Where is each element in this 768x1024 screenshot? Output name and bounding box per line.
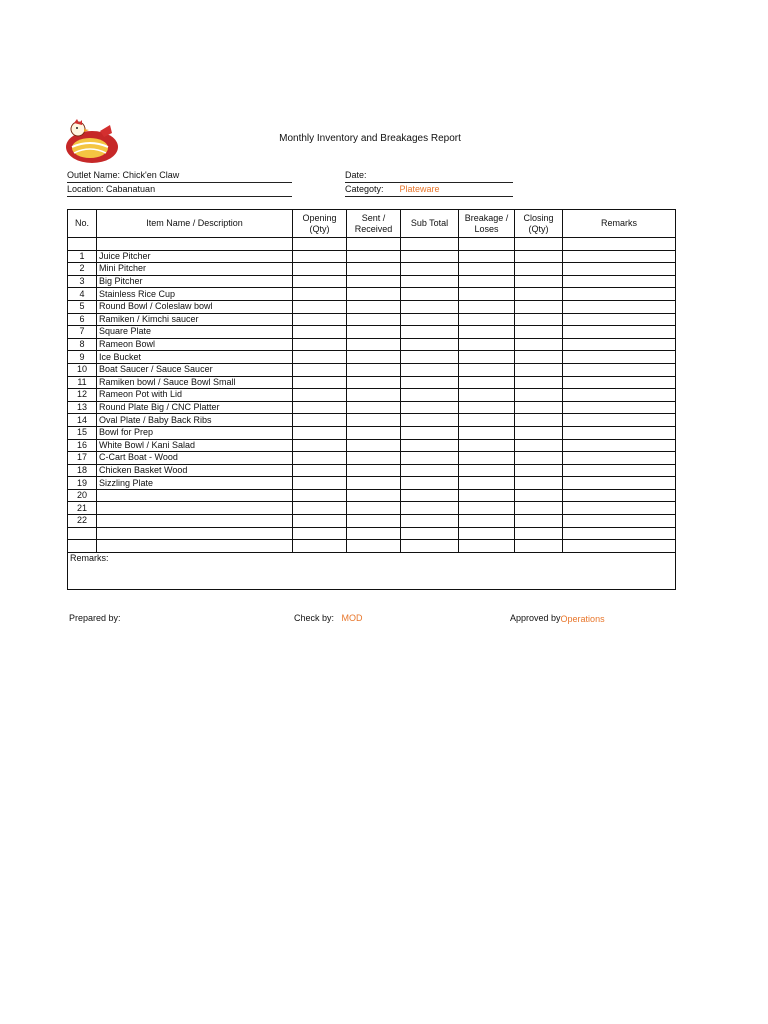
row-sub-total-cell[interactable]	[401, 401, 459, 414]
approved-by	[510, 613, 605, 623]
row-opening-cell[interactable]	[293, 250, 347, 263]
row-opening-cell[interactable]	[293, 540, 347, 553]
row-closing-cell[interactable]	[515, 288, 563, 301]
row-opening-cell[interactable]	[293, 338, 347, 351]
row-breakage-cell[interactable]	[459, 426, 515, 439]
outlet-name-field	[67, 170, 292, 183]
row-sent-received-cell[interactable]	[347, 502, 401, 515]
row-breakage-cell[interactable]	[459, 502, 515, 515]
remarks-label: Remarks:	[70, 552, 109, 563]
row-opening-cell[interactable]	[293, 477, 347, 490]
row-remarks-cell[interactable]	[563, 515, 676, 528]
row-item-name: Sizzling Plate	[97, 477, 293, 490]
table-row	[68, 263, 676, 276]
row-closing-cell[interactable]	[515, 376, 563, 389]
header-no: No.	[68, 210, 97, 238]
row-sent-received-cell[interactable]	[347, 389, 401, 402]
row-sub-total-cell[interactable]	[401, 376, 459, 389]
row-number	[68, 238, 97, 251]
table-row	[68, 363, 676, 376]
row-item-name	[97, 540, 293, 553]
row-breakage-cell[interactable]	[459, 363, 515, 376]
row-breakage-cell[interactable]	[459, 389, 515, 402]
row-item-name: Round Bowl / Coleslaw bowl	[97, 300, 293, 313]
date-label: Date:	[345, 170, 367, 180]
row-number: 11	[68, 376, 97, 389]
approved-by-label: Approved by	[510, 613, 561, 623]
row-number	[68, 540, 97, 553]
row-opening-cell[interactable]	[293, 275, 347, 288]
row-sub-total-cell[interactable]	[401, 338, 459, 351]
row-remarks-cell[interactable]	[563, 263, 676, 276]
prepared-by	[69, 613, 121, 623]
row-sent-received-cell[interactable]	[347, 263, 401, 276]
date-field	[345, 170, 513, 183]
row-opening-cell[interactable]	[293, 288, 347, 301]
remarks-row	[68, 552, 676, 589]
row-number: 7	[68, 326, 97, 339]
row-item-name: Boat Saucer / Sauce Saucer	[97, 363, 293, 376]
row-item-name: White Bowl / Kani Salad	[97, 439, 293, 452]
row-remarks-cell[interactable]	[563, 376, 676, 389]
row-sub-total-cell[interactable]	[401, 489, 459, 502]
row-remarks-cell[interactable]	[563, 426, 676, 439]
row-opening-cell[interactable]	[293, 527, 347, 540]
remarks-cell	[68, 552, 676, 589]
row-number: 9	[68, 351, 97, 364]
row-breakage-cell[interactable]	[459, 288, 515, 301]
row-sub-total-cell[interactable]	[401, 527, 459, 540]
row-sub-total-cell[interactable]	[401, 439, 459, 452]
row-sub-total-cell[interactable]	[401, 515, 459, 528]
row-item-name: Ramiken / Kimchi saucer	[97, 313, 293, 326]
row-breakage-cell[interactable]	[459, 338, 515, 351]
row-sent-received-cell[interactable]	[347, 452, 401, 465]
row-sent-received-cell[interactable]	[347, 338, 401, 351]
row-sent-received-cell[interactable]	[347, 426, 401, 439]
row-closing-cell[interactable]	[515, 426, 563, 439]
row-item-name: C-Cart Boat - Wood	[97, 452, 293, 465]
row-remarks-cell[interactable]	[563, 351, 676, 364]
row-closing-cell[interactable]	[515, 326, 563, 339]
row-closing-cell[interactable]	[515, 313, 563, 326]
table-row	[68, 426, 676, 439]
row-opening-cell[interactable]	[293, 326, 347, 339]
row-item-name	[97, 515, 293, 528]
row-breakage-cell[interactable]	[459, 540, 515, 553]
row-opening-cell[interactable]	[293, 313, 347, 326]
table-row	[68, 389, 676, 402]
table-row	[68, 338, 676, 351]
row-item-name: Ice Bucket	[97, 351, 293, 364]
row-sub-total-cell[interactable]	[401, 275, 459, 288]
table-row	[68, 250, 676, 263]
row-number	[68, 527, 97, 540]
row-remarks-cell[interactable]	[563, 326, 676, 339]
table-row	[68, 464, 676, 477]
row-opening-cell[interactable]	[293, 238, 347, 251]
row-opening-cell[interactable]	[293, 263, 347, 276]
row-closing-cell[interactable]	[515, 439, 563, 452]
row-sent-received-cell[interactable]	[347, 326, 401, 339]
row-sent-received-cell[interactable]	[347, 238, 401, 251]
table-row	[68, 326, 676, 339]
row-breakage-cell[interactable]	[459, 489, 515, 502]
row-number: 2	[68, 263, 97, 276]
row-closing-cell[interactable]	[515, 502, 563, 515]
row-item-name: Rameon Bowl	[97, 338, 293, 351]
row-opening-cell[interactable]	[293, 401, 347, 414]
row-breakage-cell[interactable]	[459, 250, 515, 263]
row-sub-total-cell[interactable]	[401, 389, 459, 402]
row-number: 19	[68, 477, 97, 490]
row-opening-cell[interactable]	[293, 515, 347, 528]
row-remarks-cell[interactable]	[563, 300, 676, 313]
row-closing-cell[interactable]	[515, 540, 563, 553]
row-closing-cell[interactable]	[515, 275, 563, 288]
header-item-name: Item Name / Description	[97, 210, 293, 238]
row-number: 10	[68, 363, 97, 376]
category-label: Categoty:	[345, 184, 384, 194]
row-closing-cell[interactable]	[515, 351, 563, 364]
row-closing-cell[interactable]	[515, 464, 563, 477]
table-row	[68, 376, 676, 389]
row-item-name: Oval Plate / Baby Back Ribs	[97, 414, 293, 427]
row-breakage-cell[interactable]	[459, 401, 515, 414]
report-title: Monthly Inventory and Breakages Report	[279, 133, 461, 144]
table-row	[68, 515, 676, 528]
row-sent-received-cell[interactable]	[347, 540, 401, 553]
row-breakage-cell[interactable]	[459, 275, 515, 288]
row-opening-cell[interactable]	[293, 489, 347, 502]
row-opening-cell[interactable]	[293, 414, 347, 427]
row-item-name: Square Plate	[97, 326, 293, 339]
table-header-row	[68, 210, 676, 238]
row-breakage-cell[interactable]	[459, 439, 515, 452]
row-number: 14	[68, 414, 97, 427]
row-closing-cell[interactable]	[515, 338, 563, 351]
row-sub-total-cell[interactable]	[401, 238, 459, 251]
row-item-name: Big Pitcher	[97, 275, 293, 288]
category-field	[345, 184, 513, 197]
table-row	[68, 489, 676, 502]
row-item-name	[97, 489, 293, 502]
row-opening-cell[interactable]	[293, 351, 347, 364]
row-sub-total-cell[interactable]	[401, 313, 459, 326]
row-breakage-cell[interactable]	[459, 527, 515, 540]
check-by-value: MOD	[341, 613, 363, 623]
row-opening-cell[interactable]	[293, 502, 347, 515]
row-closing-cell[interactable]	[515, 238, 563, 251]
row-opening-cell[interactable]	[293, 426, 347, 439]
row-item-name: Juice Pitcher	[97, 250, 293, 263]
row-opening-cell[interactable]	[293, 439, 347, 452]
row-closing-cell[interactable]	[515, 489, 563, 502]
row-sent-received-cell[interactable]	[347, 489, 401, 502]
row-sent-received-cell[interactable]	[347, 515, 401, 528]
row-opening-cell[interactable]	[293, 300, 347, 313]
row-item-name: Ramiken bowl / Sauce Bowl Small	[97, 376, 293, 389]
row-number: 5	[68, 300, 97, 313]
row-sent-received-cell[interactable]	[347, 477, 401, 490]
row-breakage-cell[interactable]	[459, 452, 515, 465]
row-closing-cell[interactable]	[515, 477, 563, 490]
row-closing-cell[interactable]	[515, 389, 563, 402]
table-row	[68, 351, 676, 364]
row-number: 3	[68, 275, 97, 288]
row-breakage-cell[interactable]	[459, 376, 515, 389]
table-row	[68, 452, 676, 465]
row-sub-total-cell[interactable]	[401, 363, 459, 376]
row-number: 18	[68, 464, 97, 477]
row-remarks-cell[interactable]	[563, 313, 676, 326]
row-sent-received-cell[interactable]	[347, 363, 401, 376]
row-item-name	[97, 527, 293, 540]
table-row	[68, 540, 676, 553]
row-number: 13	[68, 401, 97, 414]
row-sub-total-cell[interactable]	[401, 326, 459, 339]
row-remarks-cell[interactable]	[563, 238, 676, 251]
row-remarks-cell[interactable]	[563, 439, 676, 452]
row-remarks-cell[interactable]	[563, 401, 676, 414]
row-number: 16	[68, 439, 97, 452]
row-sent-received-cell[interactable]	[347, 376, 401, 389]
check-by-label: Check by:	[294, 613, 335, 623]
row-item-name: Chicken Basket Wood	[97, 464, 293, 477]
row-sent-received-cell[interactable]	[347, 414, 401, 427]
row-remarks-cell[interactable]	[563, 452, 676, 465]
row-item-name	[97, 502, 293, 515]
table-row	[68, 527, 676, 540]
row-remarks-cell[interactable]	[563, 502, 676, 515]
row-sub-total-cell[interactable]	[401, 263, 459, 276]
row-sub-total-cell[interactable]	[401, 540, 459, 553]
row-opening-cell[interactable]	[293, 452, 347, 465]
row-item-name: Bowl for Prep	[97, 426, 293, 439]
header-remarks: Remarks	[563, 210, 676, 238]
row-closing-cell[interactable]	[515, 414, 563, 427]
header-opening: Opening (Qty)	[293, 210, 347, 238]
row-sent-received-cell[interactable]	[347, 439, 401, 452]
row-closing-cell[interactable]	[515, 300, 563, 313]
row-remarks-cell[interactable]	[563, 464, 676, 477]
row-opening-cell[interactable]	[293, 363, 347, 376]
row-sub-total-cell[interactable]	[401, 250, 459, 263]
row-number: 15	[68, 426, 97, 439]
check-by	[294, 613, 363, 623]
row-opening-cell[interactable]	[293, 464, 347, 477]
row-breakage-cell[interactable]	[459, 263, 515, 276]
row-breakage-cell[interactable]	[459, 464, 515, 477]
row-breakage-cell[interactable]	[459, 326, 515, 339]
approved-by-value: Operations	[560, 614, 605, 624]
row-sent-received-cell[interactable]	[347, 527, 401, 540]
header-sent-received: Sent / Received	[347, 210, 401, 238]
row-remarks-cell[interactable]	[563, 363, 676, 376]
table-row	[68, 401, 676, 414]
row-sent-received-cell[interactable]	[347, 313, 401, 326]
row-closing-cell[interactable]	[515, 250, 563, 263]
row-remarks-cell[interactable]	[563, 477, 676, 490]
location-label: Location: Cabanatuan	[67, 184, 156, 194]
table-row	[68, 439, 676, 452]
row-sub-total-cell[interactable]	[401, 414, 459, 427]
row-closing-cell[interactable]	[515, 401, 563, 414]
row-closing-cell[interactable]	[515, 452, 563, 465]
row-sub-total-cell[interactable]	[401, 477, 459, 490]
row-remarks-cell[interactable]	[563, 389, 676, 402]
row-remarks-cell[interactable]	[563, 489, 676, 502]
row-sent-received-cell[interactable]	[347, 300, 401, 313]
row-sent-received-cell[interactable]	[347, 351, 401, 364]
row-opening-cell[interactable]	[293, 376, 347, 389]
row-closing-cell[interactable]	[515, 363, 563, 376]
row-item-name	[97, 238, 293, 251]
row-breakage-cell[interactable]	[459, 313, 515, 326]
row-remarks-cell[interactable]	[563, 275, 676, 288]
table-row	[68, 288, 676, 301]
row-number: 22	[68, 515, 97, 528]
row-sent-received-cell[interactable]	[347, 250, 401, 263]
row-sub-total-cell[interactable]	[401, 502, 459, 515]
row-item-name: Round Plate Big / CNC Platter	[97, 401, 293, 414]
row-number: 21	[68, 502, 97, 515]
row-remarks-cell[interactable]	[563, 338, 676, 351]
table-row	[68, 313, 676, 326]
header-breakage: Breakage / Loses	[459, 210, 515, 238]
row-sub-total-cell[interactable]	[401, 351, 459, 364]
row-number: 4	[68, 288, 97, 301]
row-breakage-cell[interactable]	[459, 351, 515, 364]
header-sub-total: Sub Total	[401, 210, 459, 238]
row-closing-cell[interactable]	[515, 263, 563, 276]
row-sub-total-cell[interactable]	[401, 452, 459, 465]
row-remarks-cell[interactable]	[563, 540, 676, 553]
row-breakage-cell[interactable]	[459, 515, 515, 528]
row-item-name: Stainless Rice Cup	[97, 288, 293, 301]
row-sub-total-cell[interactable]	[401, 288, 459, 301]
row-item-name: Mini Pitcher	[97, 263, 293, 276]
row-remarks-cell[interactable]	[563, 250, 676, 263]
row-number: 17	[68, 452, 97, 465]
row-breakage-cell[interactable]	[459, 477, 515, 490]
table-row	[68, 477, 676, 490]
row-sub-total-cell[interactable]	[401, 300, 459, 313]
row-sent-received-cell[interactable]	[347, 401, 401, 414]
table-row	[68, 502, 676, 515]
row-opening-cell[interactable]	[293, 389, 347, 402]
row-number: 12	[68, 389, 97, 402]
row-breakage-cell[interactable]	[459, 300, 515, 313]
location-field	[67, 184, 292, 197]
table-row	[68, 275, 676, 288]
row-number: 8	[68, 338, 97, 351]
header-closing: Closing (Qty)	[515, 210, 563, 238]
row-breakage-cell[interactable]	[459, 414, 515, 427]
row-number: 6	[68, 313, 97, 326]
row-sent-received-cell[interactable]	[347, 288, 401, 301]
table-row	[68, 414, 676, 427]
row-sub-total-cell[interactable]	[401, 464, 459, 477]
row-number: 1	[68, 250, 97, 263]
row-breakage-cell[interactable]	[459, 238, 515, 251]
row-remarks-cell[interactable]	[563, 288, 676, 301]
row-number: 20	[68, 489, 97, 502]
row-sent-received-cell[interactable]	[347, 275, 401, 288]
inventory-table	[67, 209, 676, 590]
outlet-name-label: Outlet Name: Chick'en Claw	[67, 170, 180, 180]
table-row	[68, 238, 676, 251]
row-sent-received-cell[interactable]	[347, 464, 401, 477]
table-row	[68, 300, 676, 313]
row-sub-total-cell[interactable]	[401, 426, 459, 439]
row-closing-cell[interactable]	[515, 515, 563, 528]
prepared-by-label: Prepared by:	[69, 613, 121, 623]
category-value: Plateware	[399, 184, 440, 194]
row-item-name: Rameon Pot with Lid	[97, 389, 293, 402]
row-closing-cell[interactable]	[515, 527, 563, 540]
row-remarks-cell[interactable]	[563, 527, 676, 540]
row-remarks-cell[interactable]	[563, 414, 676, 427]
